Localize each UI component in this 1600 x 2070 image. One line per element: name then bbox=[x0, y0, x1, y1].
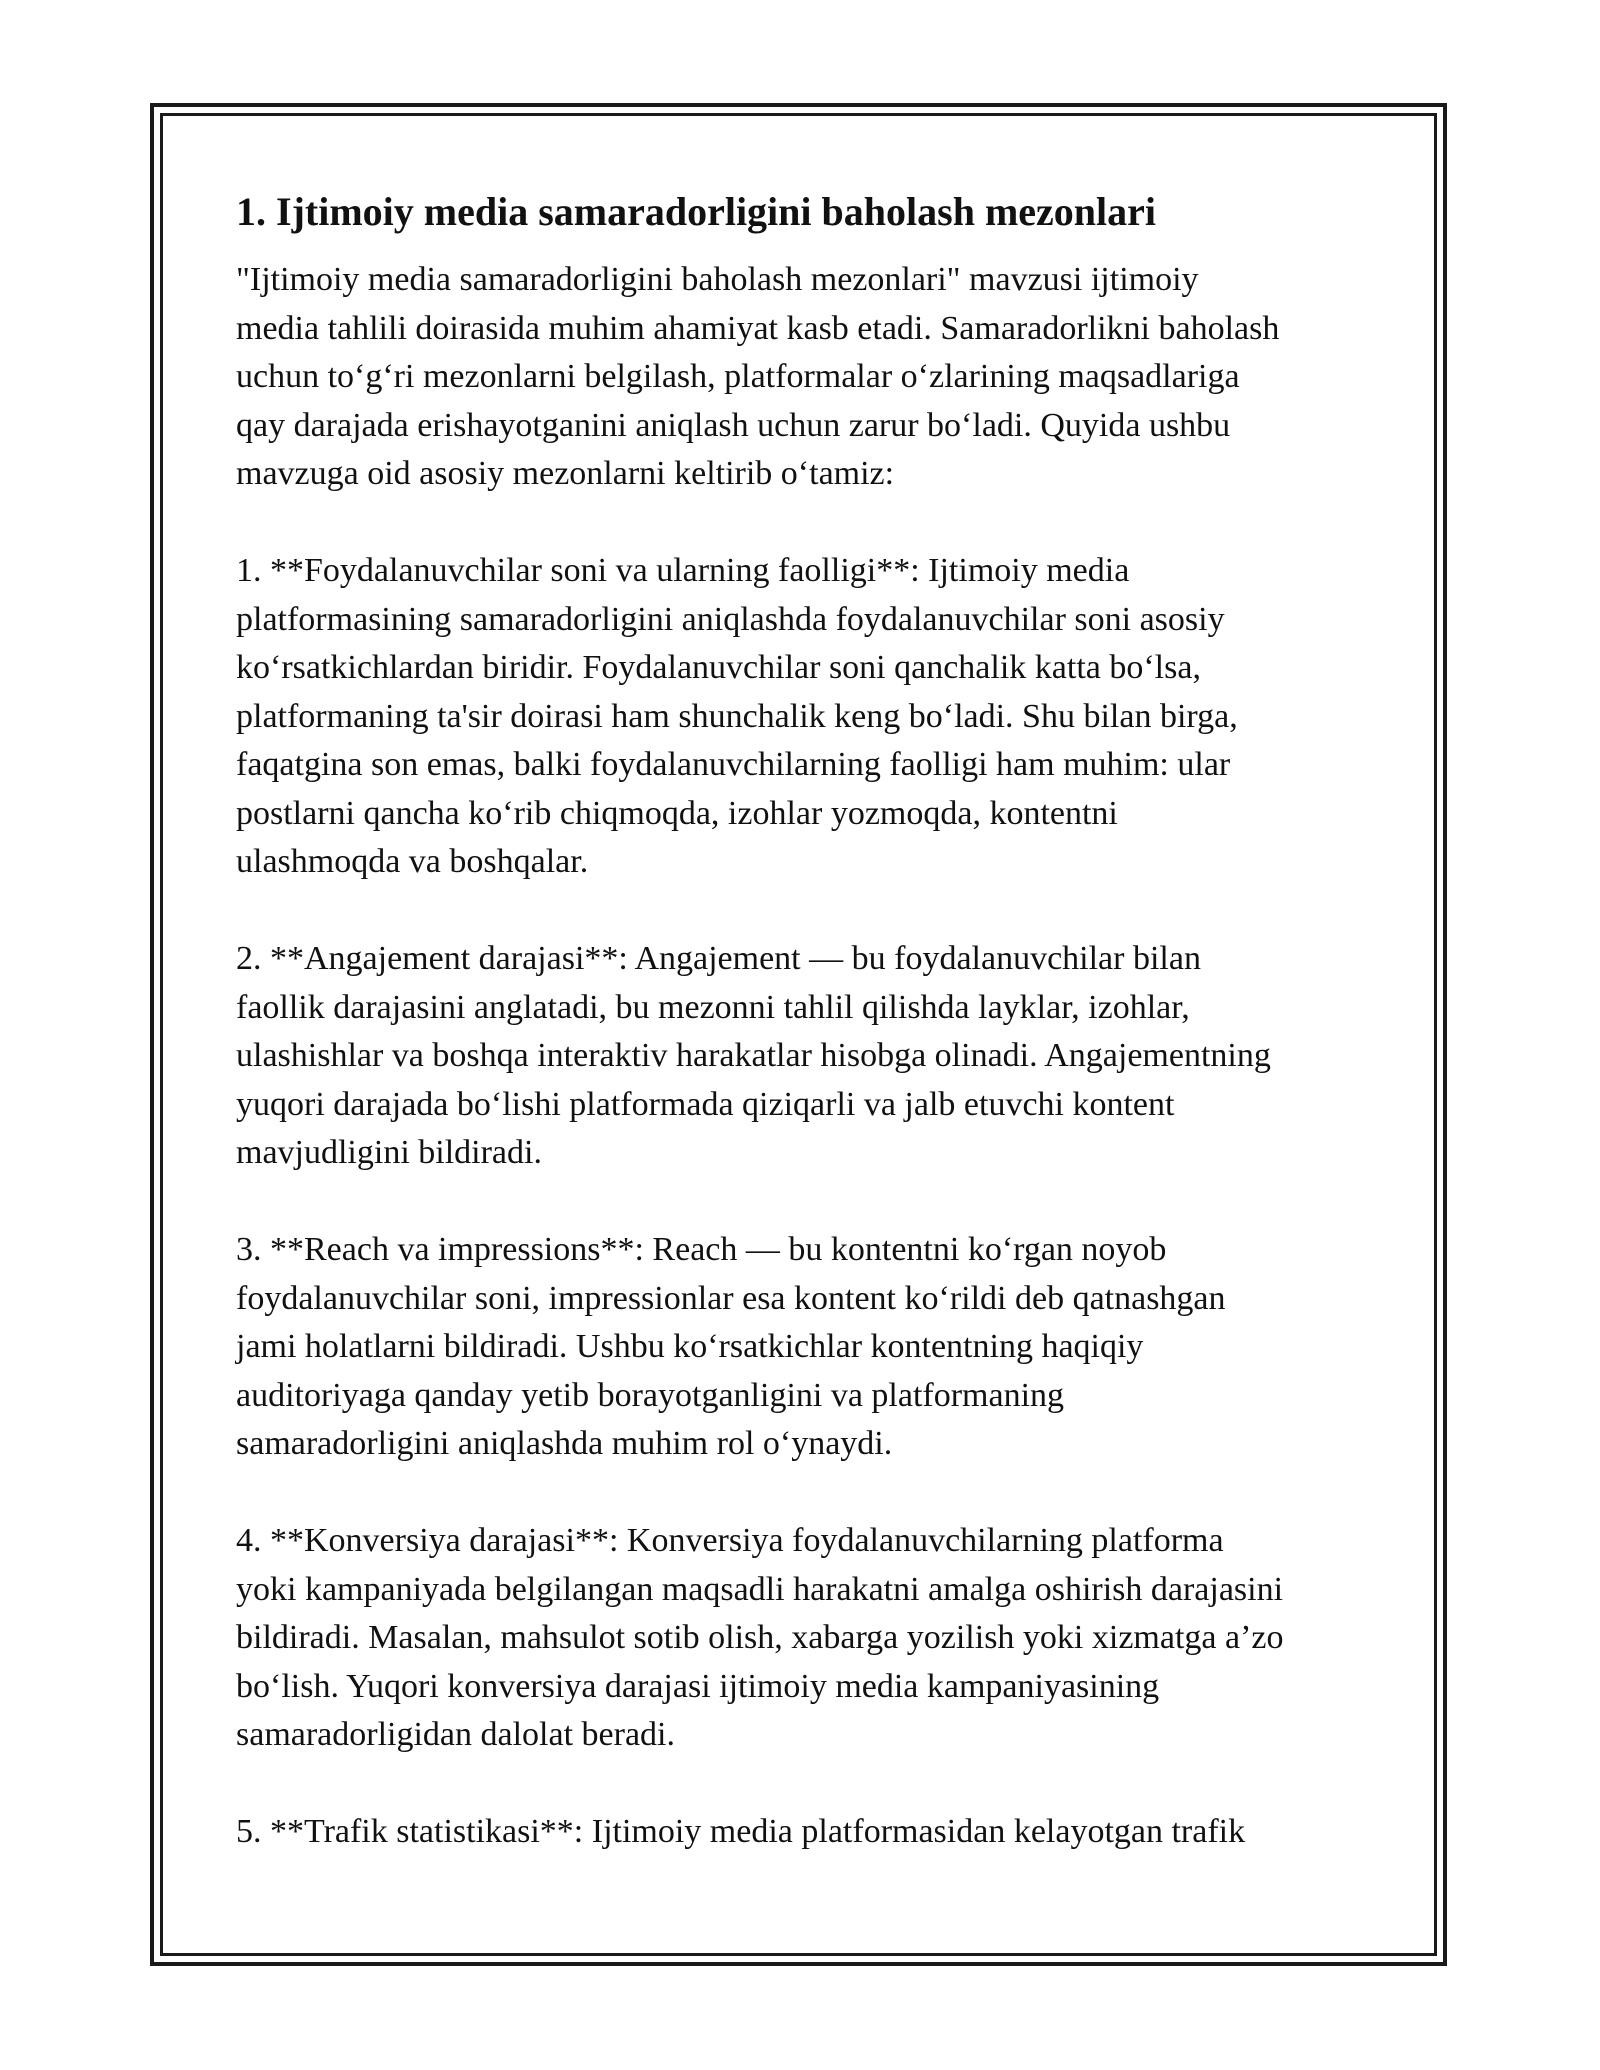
paragraph-line: platformaning ta'sir doirasi ham shunchalik keng bo‘ladi. Shu bilan birga, bbox=[236, 697, 1238, 735]
paragraph-line: 2. **Angajement darajasi**: Angajement — bu foydalanuvchilar bilan bbox=[236, 940, 1201, 977]
paragraph-line: 4. **Konversiya darajasi**: Konversiya foydalanuvchilarning platforma bbox=[236, 1522, 1224, 1559]
paragraph-line: yoki kampaniyada belgilangan maqsadli harakatni amalga oshirish darajasini bbox=[236, 1570, 1284, 1608]
paragraph-line: mavzuga oid asosiy mezonlarni keltirib o‘tamiz: bbox=[236, 455, 895, 492]
criterion-reach-paragraph bbox=[236, 1226, 1376, 1469]
paragraph-line: ulashishlar va boshqa interaktiv harakatlar hisobga olinadi. Angajementning bbox=[236, 1037, 1271, 1074]
paragraph-line: "Ijtimoiy media samaradorligini baholash mezonlari" mavzusi ijtimoiy bbox=[236, 261, 1199, 298]
paragraph-line: faollik darajasini anglatadi, bu mezonni tahlil qilishda layklar, izohlar, bbox=[236, 988, 1190, 1026]
paragraph-line: ulashmoqda va boshqalar. bbox=[236, 843, 589, 880]
paragraph-line: mavjudligini bildiradi. bbox=[236, 1134, 542, 1171]
paragraph-line: auditoriyaga qanday yetib borayotganligini va platformaning bbox=[236, 1376, 1065, 1414]
paragraph-line: bo‘lish. Yuqori konversiya darajasi ijtimoiy media kampaniyasining bbox=[236, 1667, 1160, 1705]
intro-paragraph bbox=[236, 256, 1376, 499]
paragraph-line: 1. **Foydalanuvchilar soni va ularning faolligi**: Ijtimoiy media bbox=[236, 552, 1130, 589]
criterion-users-paragraph bbox=[236, 547, 1376, 887]
paragraph-line: jami holatlarni bildiradi. Ushbu ko‘rsatkichlar kontentning haqiqiy bbox=[236, 1328, 1144, 1365]
paragraph-line: platformasining samaradorligini aniqlashda foydalanuvchilar soni asosiy bbox=[236, 600, 1225, 638]
paragraph-line: ko‘rsatkichlardan biridir. Foydalanuvchilar soni qanchalik katta bo‘lsa, bbox=[236, 649, 1201, 686]
document-title: 1. Ijtimoiy media samaradorligini baholash mezonlari bbox=[236, 189, 1156, 234]
paragraph-line: 5. **Trafik statistikasi**: Ijtimoiy media platformasidan kelayotgan trafik bbox=[236, 1813, 1246, 1850]
criterion-engagement-paragraph bbox=[236, 935, 1376, 1178]
paragraph-line: bildiradi. Masalan, mahsulot sotib olish, xabarga yozilish yoki xizmatga a’zo bbox=[236, 1619, 1284, 1656]
criterion-traffic-paragraph bbox=[236, 1808, 1376, 1857]
paragraph-line: samaradorligini aniqlashda muhim rol o‘ynaydi. bbox=[236, 1425, 893, 1462]
paragraph-line: yuqori darajada bo‘lishi platformada qiziqarli va jalb etuvchi kontent bbox=[236, 1085, 1175, 1123]
paragraph-line: faqatgina son emas, balki foydalanuvchilarning faolligi ham muhim: ular bbox=[236, 746, 1231, 783]
paragraph-line: foydalanuvchilar soni, impressionlar esa kontent ko‘rildi deb qatnashgan bbox=[236, 1279, 1226, 1317]
paragraph-line: media tahlili doirasida muhim ahamiyat kasb etadi. Samaradorlikni baholash bbox=[236, 309, 1280, 347]
paragraph-line: postlarni qancha ko‘rib chiqmoqda, izohlar yozmoqda, kontentni bbox=[236, 794, 1118, 832]
paragraph-line: 3. **Reach va impressions**: Reach — bu kontentni ko‘rgan noyob bbox=[236, 1231, 1167, 1268]
paragraph-line: qay darajada erishayotganini aniqlash uchun zarur bo‘ladi. Quyida ushbu bbox=[236, 406, 1231, 444]
criterion-conversion-paragraph bbox=[236, 1517, 1376, 1760]
document-body bbox=[236, 186, 1376, 1905]
paragraph-line: samaradorligidan dalolat beradi. bbox=[236, 1716, 675, 1753]
paragraph-line: uchun to‘g‘ri mezonlarni belgilash, platformalar o‘zlarining maqsadlariga bbox=[236, 358, 1240, 395]
